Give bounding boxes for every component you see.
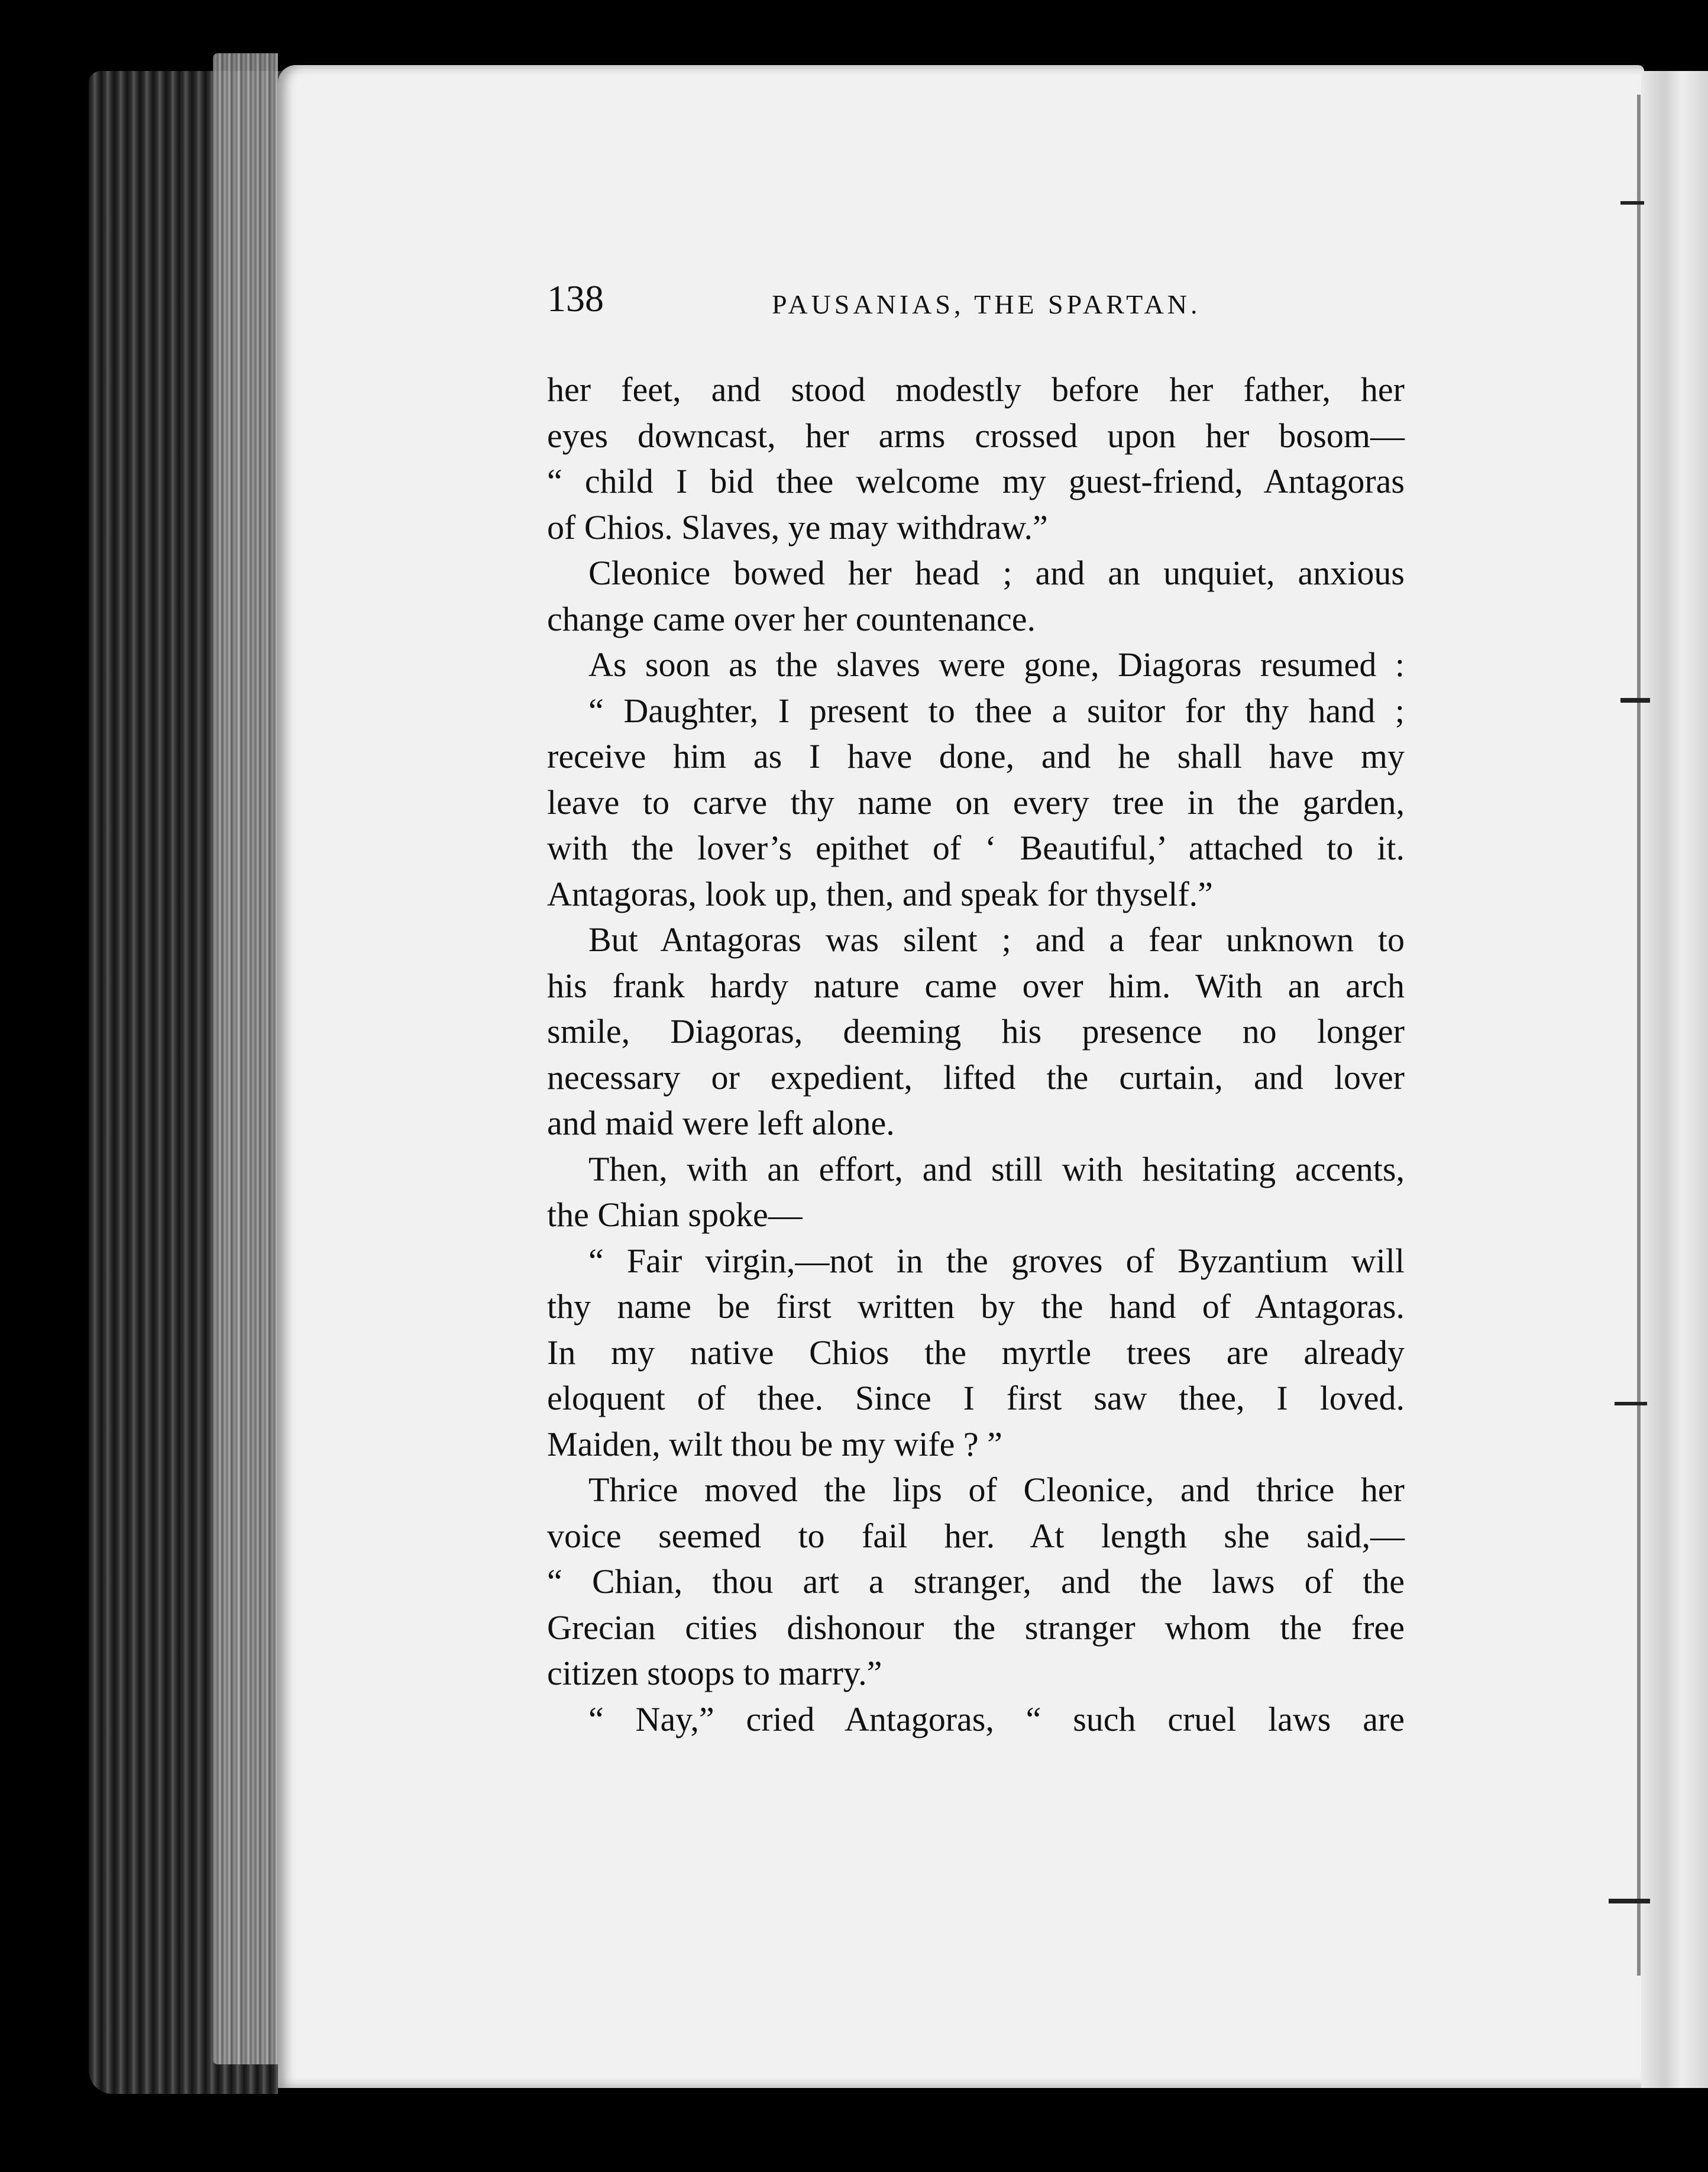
- text-line: thy name be first written by the hand of Antagoras.: [547, 1287, 1405, 1326]
- text-line: the Chian spoke—: [547, 1195, 803, 1234]
- page-number: 138: [547, 277, 604, 319]
- text-line: with the lover’s epithet of ‘ Beautiful,’ attached to it.: [547, 829, 1405, 867]
- text-line: “ Chian, thou art a stranger, and the laws of the: [547, 1562, 1405, 1601]
- text-line: his frank hardy nature came over him. With an arch: [547, 966, 1405, 1005]
- facing-page-edge: [1641, 71, 1708, 2106]
- text-line: necessary or expedient, lifted the curtain, and lover: [547, 1058, 1405, 1097]
- text-line: Antagoras, look up, then, and speak for thyself.”: [547, 874, 1213, 913]
- text-line: “ Nay,” cried Antagoras, “ such cruel laws are: [588, 1699, 1405, 1738]
- gutter-tick: [1620, 201, 1644, 205]
- text-line: “ Daughter, I present to thee a suitor for thy hand ;: [588, 691, 1405, 730]
- text-line: Cleonice bowed her head ; and an unquiet, anxious: [588, 554, 1405, 592]
- text-line: of Chios. Slaves, ye may withdraw.”: [547, 508, 1048, 547]
- text-line: leave to carve thy name on every tree in the garden,: [547, 783, 1405, 822]
- text-line: change came over her countenance.: [547, 599, 1036, 638]
- text-line: citizen stoops to marry.”: [547, 1654, 882, 1692]
- gutter-line: [1637, 95, 1641, 1976]
- text-line: her feet, and stood modestly before her father, her: [547, 370, 1405, 409]
- bottom-shadow: [278, 2088, 1708, 2172]
- text-line: and maid were left alone.: [547, 1104, 895, 1142]
- text-line: voice seemed to fail her. At length she said,—: [547, 1516, 1405, 1555]
- text-line: receive him as I have done, and he shall have my: [547, 737, 1405, 775]
- text-line: Thrice moved the lips of Cleonice, and thrice her: [588, 1470, 1405, 1509]
- running-title: PAUSANIAS, THE SPARTAN.: [772, 289, 1201, 319]
- text-line: Then, with an effort, and still with hesitating accents,: [588, 1149, 1405, 1188]
- text-line: As soon as the slaves were gone, Diagoras resumed :: [588, 645, 1405, 684]
- text-line: Grecian cities dishonour the stranger whom the free: [547, 1608, 1405, 1647]
- text-line: But Antagoras was silent ; and a fear unknown to: [588, 920, 1405, 959]
- text-line: smile, Diagoras, deeming his presence no longer: [547, 1012, 1405, 1051]
- text-line: “ child I bid thee welcome my guest-friend, Antagoras: [547, 462, 1405, 500]
- body-text: [547, 367, 1405, 1742]
- gutter-tick: [1615, 1402, 1647, 1405]
- text-line: “ Fair virgin,—not in the groves of Byzantium will: [588, 1241, 1405, 1280]
- text-line: eloquent of thee. Since I first saw thee, I loved.: [547, 1379, 1405, 1417]
- page-header: [547, 272, 1405, 325]
- gutter-tick: [1609, 1899, 1650, 1903]
- text-line: In my native Chios the myrtle trees are already: [547, 1333, 1405, 1372]
- text-line: eyes downcast, her arms crossed upon her bosom—: [547, 416, 1405, 455]
- text-line: Maiden, wilt thou be my wife ? ”: [547, 1424, 1002, 1463]
- page-stack-edges: [213, 53, 278, 2064]
- gutter-tick: [1620, 698, 1650, 703]
